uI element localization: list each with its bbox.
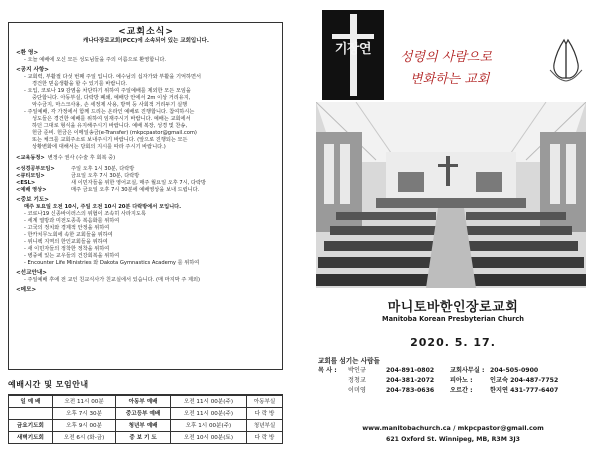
event-key: <성경공부모임> xyxy=(16,166,55,172)
education-row xyxy=(16,155,276,162)
table-cell: 금요기도회 xyxy=(9,419,53,431)
staff-role xyxy=(318,376,348,386)
staff-role: 교회사무실 : xyxy=(450,367,485,374)
staff-name: 박인규 xyxy=(348,367,366,374)
praying-hands-icon xyxy=(544,36,588,82)
table-cell: 중고등부 예배 xyxy=(116,407,171,419)
table-cell: 오전 10시 00분(토) xyxy=(170,431,246,443)
notice-line: - 오입, 코로나 19 감염을 차단하기 위하여 주일예배를 제외한 모든 모임을 xyxy=(24,88,191,94)
notice-line: 하던 그대로 형식을 유지해주시기 바랍니다. 예배 복장, 성경 및 찬송, xyxy=(32,123,188,129)
notice-line: 악수금지, 마스크사용, 손 세정제 사용, 방역 등 사회적 거리두기 실행 xyxy=(32,102,188,108)
staff-phone: 204-891-0802 xyxy=(386,367,435,374)
table-cell: 아동부 예배 xyxy=(116,395,171,407)
staff-phone: 204-381-2072 xyxy=(386,377,435,384)
staff-phone: 204-783-0636 xyxy=(386,387,435,394)
mission-text: - 주일예배 후에 전 교인 친교식사가 친교실에서 있습니다. (매 마지막 주 제외) xyxy=(24,277,201,283)
prayer-heading: <중보 기도> xyxy=(16,197,49,203)
table-cell: 청년부실 xyxy=(247,419,283,431)
staff-phone: 한지연 431-777-6407 xyxy=(490,387,559,394)
prayer-item: - 새 이민자들의 정착한 정착을 위하여 xyxy=(24,246,110,252)
event-row xyxy=(16,187,276,194)
event-value: 주일 오후 1시 30분, 다락방 xyxy=(71,166,135,172)
staff-role: 피아노 : xyxy=(450,377,473,384)
logo-text: 기장연 xyxy=(334,42,372,57)
table-cell: 오전 11시 00분 xyxy=(52,395,116,407)
table-cell: 청년부 예배 xyxy=(116,419,171,431)
bulletin-date: 2020. 5. 17. xyxy=(410,336,496,349)
notice-line: - 주일예배, 각 가정에서 함께 드리는 온라인 예배로 진행합니다. 참여하시는 xyxy=(24,109,195,115)
news-intro: 캐나다장로교회(PCC)에 소속되어 있는 교회입니다. xyxy=(83,38,209,44)
prayer-item: - 세계 열방과 미전도종족 복음화를 위하여 xyxy=(24,218,120,224)
worship-schedule xyxy=(8,379,283,444)
table-cell: 아동부실 xyxy=(247,395,283,407)
slogan-line-1: 성령의 사람으로 xyxy=(400,50,493,65)
notice-line: 헌금 준비. 헌금은 이메일송금(e-Transfer) (mkpcpastor@gmail.com) xyxy=(32,130,197,136)
event-row xyxy=(16,173,276,180)
prayer-item: - Encounter Life Ministries 와 Dakota Gymnastics Academy 를 위하여 xyxy=(24,260,200,266)
welcome-text: - 오늘 예배에 오신 모든 성도님들을 주의 이름으로 환영합니다. xyxy=(24,57,166,63)
event-value: 매주 금요일 오후 7시 30분에 예배영상을 보내 드립니다. xyxy=(71,187,200,193)
slogan-line-2: 변화하는 교회 xyxy=(410,72,490,87)
staff-list xyxy=(318,356,592,396)
education-text: 변정수 권사 (수술 후 회복 중) xyxy=(47,155,116,161)
prayer-item: - 위니펙 지역의 한인교회들을 위하여 xyxy=(24,239,108,245)
notice-line: 경건한 믿음생활을 할 수 있기를 바랍니다. xyxy=(32,81,128,87)
table-row xyxy=(9,419,283,431)
sanctuary-photo xyxy=(316,102,586,288)
table-cell: 오후 7시 30분 xyxy=(52,407,116,419)
events-list xyxy=(16,166,276,194)
prayer-list xyxy=(16,211,276,267)
schedule-table xyxy=(8,394,283,444)
prayer-item: - 한카치무노회에 속한 교회들을 위하여 xyxy=(24,232,113,238)
table-row xyxy=(9,431,283,443)
notice-line: 성도들은 경건한 예배를 위하여 임재주시기 바랍니다. 예배는 교회에서 xyxy=(32,116,191,122)
table-cell: 오전 6시 (화-금) xyxy=(52,431,116,443)
table-cell: 오전 11시 00분(주) xyxy=(170,395,246,407)
table-cell: 오전 11시 00분(주) xyxy=(170,407,246,419)
event-row xyxy=(16,180,276,187)
event-key: <ESL> xyxy=(16,180,36,186)
notice-heading: <공지 사항> xyxy=(16,67,49,73)
staff-heading: 교회를 섬기는 사람들 xyxy=(318,357,380,365)
notice-line: 또는 체크를 교회주소로 보내주시기 바랍니다. (앞으로 진행되는 모든 xyxy=(32,137,188,143)
news-title: <교회소식> xyxy=(118,27,174,37)
staff-phone: 204-505-0900 xyxy=(490,367,539,374)
prayer-intro: 매주 토요일 오전 10시, 주일 오전 10시 20분 다락방에서 모입니다. xyxy=(24,204,182,210)
event-value: 금요일 오후 7시 30분, 다락방 xyxy=(71,173,140,179)
schedule-title: 예배시간 및 모임안내 xyxy=(8,380,89,389)
left-page xyxy=(2,22,287,462)
table-cell: 새벽기도회 xyxy=(9,431,53,443)
table-cell xyxy=(9,407,53,419)
website-email: www.manitobachurch.ca / mkpcpastor@gmail.com xyxy=(362,424,544,432)
event-value: 새 이민자들을 위한 영어교실, 매주 월요일 오후 7시, 다락방 xyxy=(71,180,207,186)
right-page xyxy=(306,0,600,465)
staff-phone: 인교숙 204-487-7752 xyxy=(490,377,559,384)
table-cell: 오후 1시 00분(주) xyxy=(170,419,246,431)
education-heading: <교육동정> xyxy=(16,155,45,161)
prayer-item: - 병중에 있는 교우들의 건강회복을 위하여 xyxy=(24,253,120,259)
table-row xyxy=(9,395,283,407)
staff-row xyxy=(318,376,592,386)
table-cell: 중 보 기 도 xyxy=(116,431,171,443)
notice-line: - 교회력, 부활절 다섯 번째 주일 입니다. 예수님의 십자가와 부활을 기억하면서 xyxy=(24,74,202,80)
notice-line: 중단합니다. 아동부실, 다락방 폐쇄, 예배당 안에서 2m 이상 거리유지, xyxy=(32,95,191,101)
table-row xyxy=(9,407,283,419)
prayer-item: - 고국의 정치와 경제적 안정을 위하여 xyxy=(24,225,110,231)
staff-role: 목 사 : xyxy=(318,367,337,374)
banner xyxy=(312,10,588,100)
church-name-korean: 마니토바한인장로교회 xyxy=(387,300,519,315)
welcome-heading: <환 영> xyxy=(16,50,39,56)
staff-role xyxy=(318,386,348,396)
table-cell: 오후 9시 00분 xyxy=(52,419,116,431)
table-cell: 일 예 배 xyxy=(9,395,53,407)
staff-row xyxy=(318,386,592,396)
staff-name: 정청교 xyxy=(348,377,366,384)
staff-name: 이미영 xyxy=(348,387,366,394)
event-key: <큐티모임> xyxy=(16,173,45,179)
church-address: 621 Oxford St. Winnipeg, MB, R3M 3J3 xyxy=(386,436,520,443)
church-logo xyxy=(322,10,384,100)
notice-line: 상황변화에 대해서는 당회의 지시를 따라 주시기 바랍니다.) xyxy=(32,144,166,150)
table-cell: 다 락 방 xyxy=(247,407,283,419)
notice-list xyxy=(16,74,276,151)
church-news-box xyxy=(8,22,283,370)
event-key: <예배 영상> xyxy=(16,187,47,193)
mission-heading: <선교안내> xyxy=(16,270,47,276)
church-name-english: Manitoba Korean Presbyterian Church xyxy=(382,315,524,323)
staff-role: 오르간 : xyxy=(450,387,473,394)
memo-heading: <메모> xyxy=(16,287,37,293)
event-row xyxy=(16,166,276,173)
staff-row xyxy=(318,366,592,376)
table-cell: 다 락 방 xyxy=(247,431,283,443)
prayer-item: - 코로나19 신종바이러스의 위협이 조속히 사라지도록 xyxy=(24,211,146,217)
